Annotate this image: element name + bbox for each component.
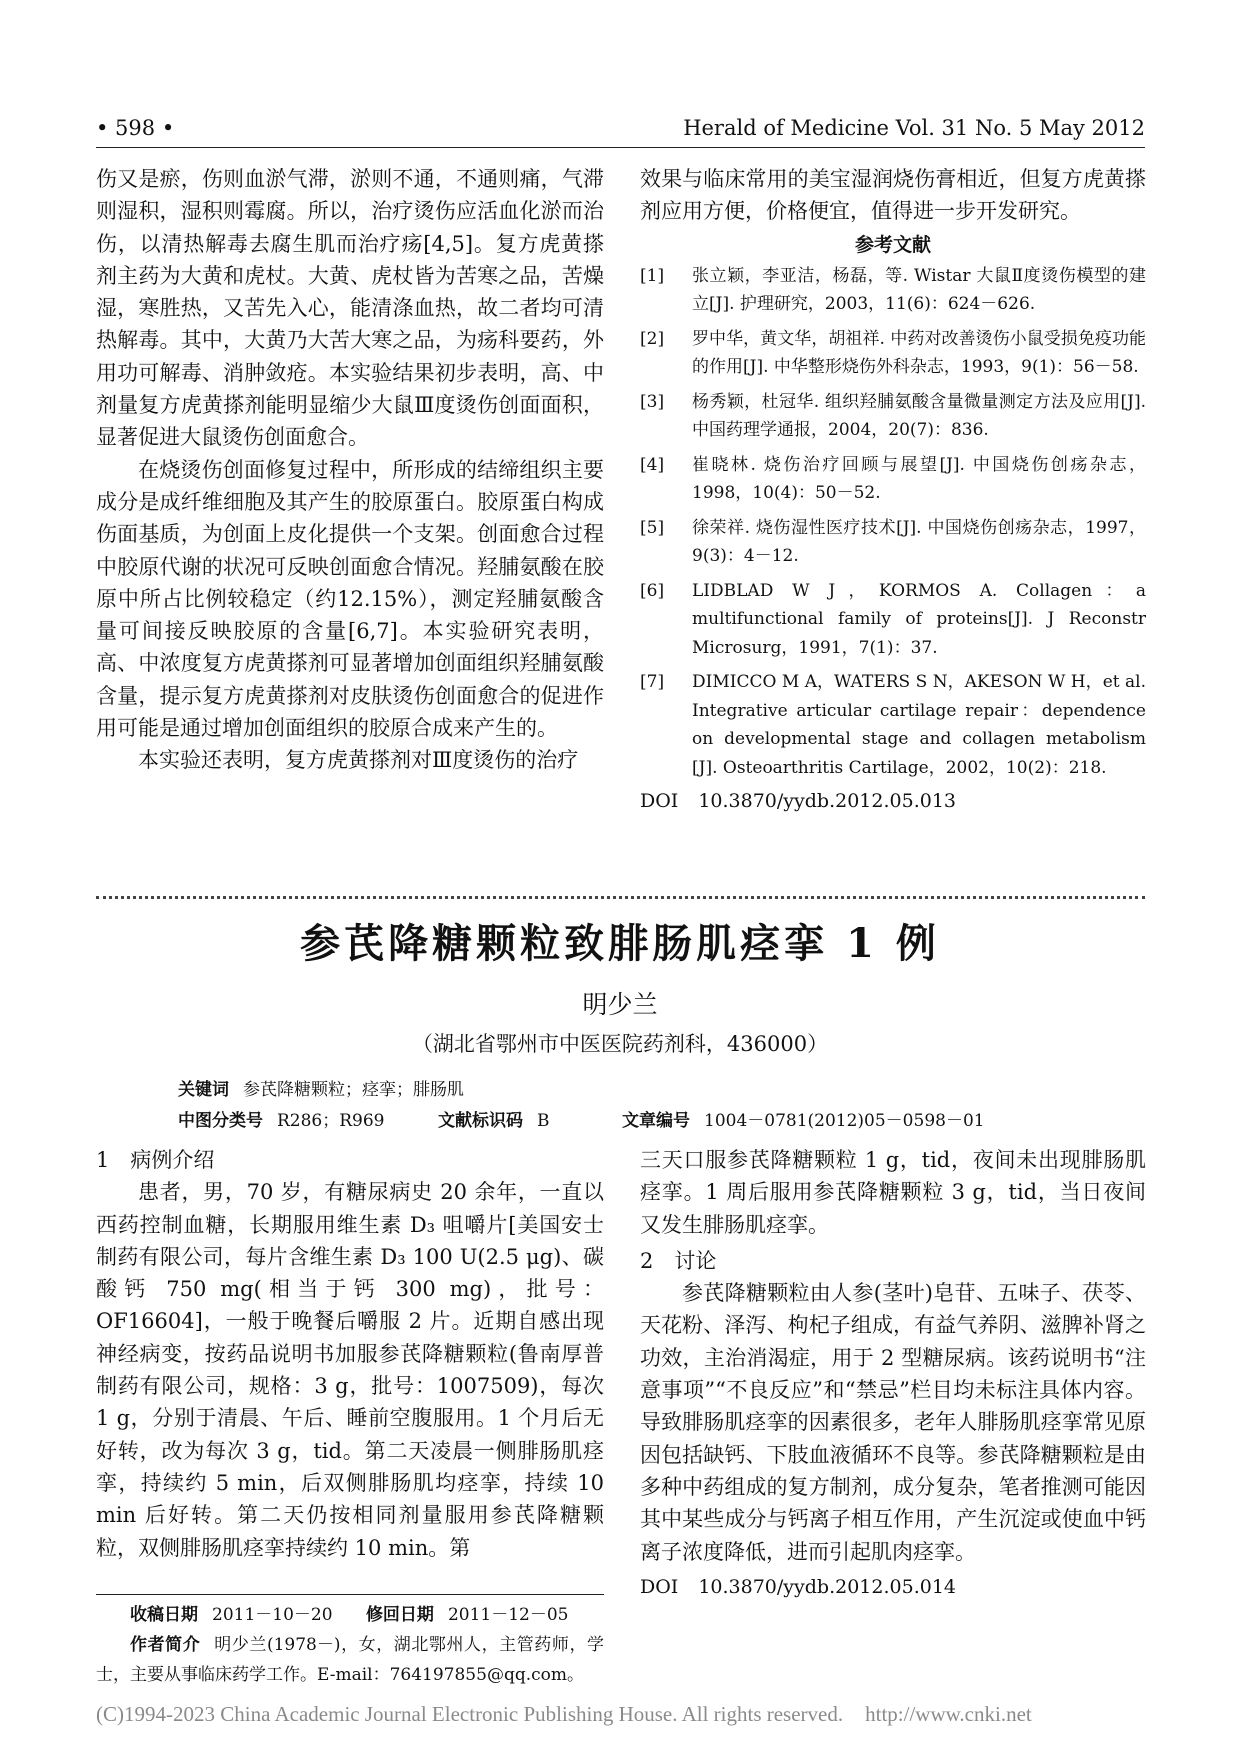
reference-item [640,577,1146,663]
section-2-text: 参芪降糖颗粒由人参(茎叶)皂苷、五味子、茯苓、天花粉、泽泻、枸杞子组成，有益气养阴、滋脾补肾之功效，主治消渴症，用于 2 型糖尿病。该药说明书“注意事项”“不良反应”和“禁忌”栏目均未标注具体内容。导致腓肠肌痉挛的因素很多，老年人腓肠肌痉挛常见原因包括缺钙、下肢血液循环不良等。参芪降糖颗粒是由多种中药组成的复方制剂，成分复杂，笔者推测可能因其中某些成分与钙离子相互作用，产生沉淀或使血中钙离子浓度降低，进而引起肌肉痉挛。 [640,1281,1146,1564]
section-1-continued: 三天口服参芪降糖颗粒 1 g，tid，夜间未出现腓肠肌痉挛。1 周后服用参芪降糖颗粒 3 g，tid，当日夜间又发生腓肠肌痉挛。 [640,1148,1146,1237]
article-affiliation: （湖北省鄂州市中医医院药剂科，436000） [411,1032,829,1056]
author-bio [96,1630,604,1690]
reference-text: 崔晓林. 烧伤治疗回顾与展望[J]. 中国烧伤创疡杂志，1998，10(4)：50－52. [692,454,1146,504]
article-number-value: 1004－0781(2012)05－0598－01 [704,1111,985,1131]
prev-paragraph-2: 在烧烫伤创面修复过程中，所形成的结缔组织主要成分是成纤维细胞及其产生的胶原蛋白。胶原蛋白构成伤面基质，为创面上皮化提供一个支架。创面愈合过程中胶原代谢的状况可反映创面愈合情况。羟脯氨酸在胶原中所占比例较稳定（约12.15%），测定羟脯氨酸含量可间接反映胶原的含量[6,7]。本实验研究表明，高、中浓度复方虎黄搽剂可显著增加创面组织羟脯氨酸含量，提示复方虎黄搽剂对皮肤烫伤创面愈合的促进作用可能是通过增加创面组织的胶原合成来产生的。 [96,457,604,741]
reference-number: [3] [640,391,665,412]
reference-text: 徐荣祥. 烧伤湿性医疗技术[J]. 中国烧伤创疡杂志，1997，9(3)：4－12. [692,517,1146,567]
header-rule [96,147,1145,148]
reference-number: [7] [640,672,665,693]
bio-label: 作者简介 [130,1635,201,1655]
bio-text: 明少兰(1978－)，女，湖北鄂州人，主管药师，学士，主要从事临床药学工作。E-mail：764197855@qq.com。 [96,1635,605,1685]
references-heading: 参考文献 [854,233,931,256]
footnote [96,1600,604,1690]
classification-line [178,1106,1058,1131]
reference-number: [1] [640,265,665,286]
article-separator [96,896,1145,899]
reference-item [640,262,1146,319]
reference-text: DIMICCO M A，WATERS S N，AKESON W H，et al. Integrative articular cartilage repair：dependence on developmental stage and collagen metabolism [J]. Osteoarthritis Cartilage，2002，10(2)：218. [692,672,1146,778]
doi-value: 10.3870/yydb.2012.05.013 [698,790,957,813]
copyright-text: (C)1994-2023 China Academic Journal Electronic Publishing House. All rights reserved. [96,1702,844,1726]
dates-line [96,1600,604,1630]
reference-number: [5] [640,517,665,538]
revised-date: 2011－12－05 [447,1605,569,1625]
prev-article-right-column [640,163,1146,812]
doi-label: DOI [640,790,679,813]
article-doi [640,1576,1146,1598]
doc-code-label: 文献标识码 [438,1111,523,1131]
clc-value: R286；R969 [277,1111,385,1131]
keywords-line [178,1075,464,1100]
prev-paragraph-3: 本实验还表明，复方虎黄搽剂对Ⅲ度烫伤的治疗 [138,748,579,773]
reference-text: 张立颖，李亚洁，杨磊，等. Wistar 大鼠Ⅱ度烫伤模型的建立[J]. 护理研究，2003，11(6)：624－626. [692,265,1146,315]
section-1-heading: 1 病例介绍 [96,1148,215,1172]
reference-item [640,514,1146,571]
article-right-column [640,1144,1146,1598]
reference-item [640,451,1146,508]
doi-value: 10.3870/yydb.2012.05.014 [698,1575,957,1598]
reference-number: [6] [640,580,665,601]
footnote-rule [96,1594,604,1595]
revised-label: 修回日期 [365,1605,434,1625]
reference-list [640,262,1146,783]
reference-text: 罗中华，黄文华，胡祖祥. 中药对改善烫伤小鼠受损免疫功能的作用[J]. 中华整形烧伤外科杂志，1993，9(1)：56－58. [692,328,1146,378]
article-number [622,1106,985,1131]
prev-conclusion: 效果与临床常用的美宝湿润烧伤膏相近，但复方虎黄搽剂应用方便，价格便宜，值得进一步开发研究。 [640,167,1146,224]
doc-code-value: B [537,1111,550,1131]
doi-label: DOI [640,1575,679,1598]
prev-article-left-column [96,163,604,777]
cnki-url[interactable]: http://www.cnki.net [865,1702,1032,1726]
article-number-label: 文章编号 [622,1111,690,1131]
article-title: 参芪降糖颗粒致腓肠肌痉挛 1 例 [300,920,940,967]
doc-code [438,1106,550,1131]
reference-number: [2] [640,328,665,349]
reference-item [640,668,1146,782]
keywords-value: 参芪降糖颗粒；痉挛；腓肠肌 [243,1080,464,1100]
reference-number: [4] [640,454,665,475]
keywords-label: 关键词 [178,1080,229,1100]
received-label: 收稿日期 [130,1605,198,1625]
reference-text: 杨秀颖，杜冠华. 组织羟脯氨酸含量微量测定方法及应用[J]. 中国药理学通报，2004，20(7)：836. [692,391,1146,441]
clc-label: 中图分类号 [178,1111,263,1131]
section-2-heading: 2 讨论 [640,1248,717,1273]
section-1-text: 患者，男，70 岁，有糖尿病史 20 余年，一直以西药控制血糖，长期服用维生素 D₃ 咀嚼片[美国安士制药有限公司，每片含维生素 D₃ 100 U(2.5 μg)、碳酸钙 750 mg(相当于钙 300 mg)，批号：OF16604]，一般于晚餐后嚼服 2 片。近期自感出现神经病变，按药品说明书加服参芪降糖颗粒(鲁南厚普制药有限公司，规格：3 g，批号：1007509)，每次 1 g，分别于清晨、午后、睡前空腹服用。1 个月后无好转，改为每次 3 g，tid。第二天凌晨一侧腓肠肌痉挛，持续约 5 min，后双侧腓肠肌均痉挛，持续 10 min 后好转。第二天仍按相同剂量服用参芪降糖颗粒，双侧腓肠肌痉挛持续约 10 min。第 [96,1180,604,1560]
reference-text: LIDBLAD W J，KORMOS A. Collagen：a multifunctional family of proteins[J]. J Reconstr Microsurg，1991，7(1)：37. [692,580,1146,658]
copyright-watermark [96,1702,1032,1727]
prev-paragraph-1: 伤又是瘀，伤则血淤气滞，淤则不通，不通则痛，气滞则湿积，湿积则霉腐。所以，治疗烫伤应活血化淤而治伤，以清热解毒去腐生肌而治疗疡[4,5]。复方虎黄搽剂主药为大黄和虎杖。大黄、虎杖皆为苦寒之品，苦燥湿，寒胜热，又苦先入心，能清涤血热，故二者均可清热解毒。其中，大黄乃大苦大寒之品，为疡科要药，外用功可解毒、消肿敛疮。本实验结果初步表明，高、中剂量复方虎黄搽剂能明显缩少大鼠Ⅲ度烫伤创面面积，显著促进大鼠烫伤创面愈合。 [96,167,604,450]
reference-item [640,388,1146,445]
article-left-column [96,1144,604,1564]
page-number: • 598 • [96,116,175,140]
prev-doi [640,790,1146,812]
journal-header: Herald of Medicine Vol. 31 No. 5 May 2012 [683,116,1145,140]
article-author: 明少兰 [582,990,658,1019]
received-date: 2011－10－20 [212,1605,333,1625]
reference-item [640,325,1146,382]
